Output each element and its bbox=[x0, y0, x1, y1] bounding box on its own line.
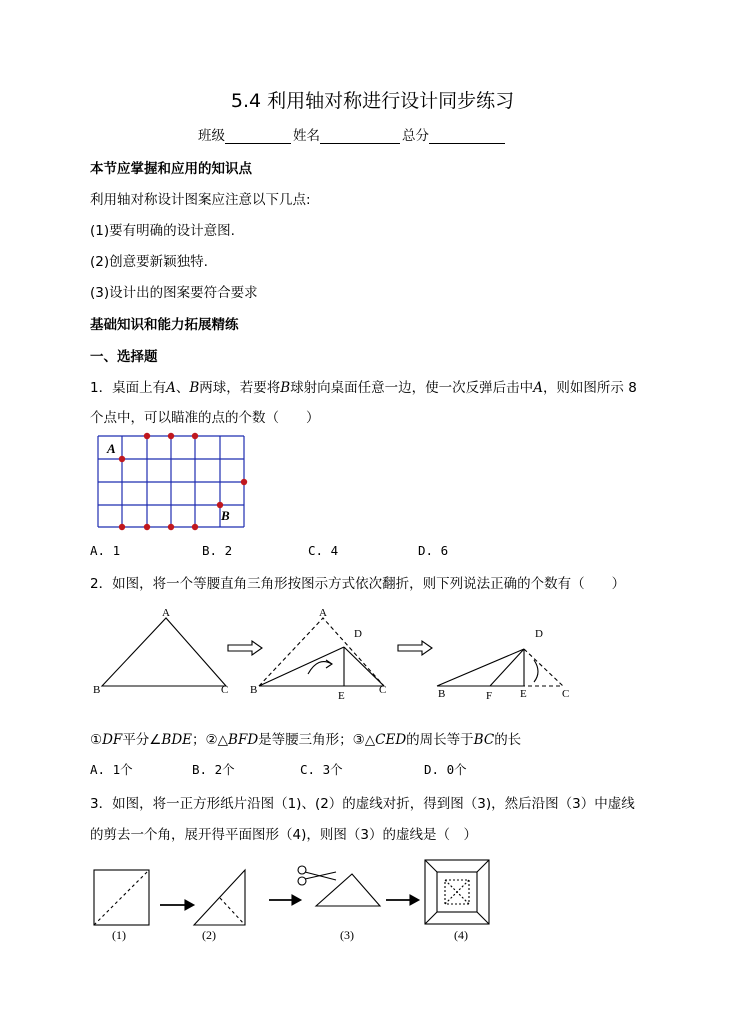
q1-stem-line1: 1．桌面上有A、B两球，若要将B球射向桌面任意一边，使一次反弹后击中A，则如图所示 8 bbox=[90, 380, 637, 396]
q2-option-b[interactable]: B. 2个 bbox=[192, 762, 235, 777]
q1-option-b[interactable]: B. 2 bbox=[202, 543, 233, 558]
fig-label-b2: B bbox=[250, 684, 258, 696]
fig-label-f3: F bbox=[486, 690, 493, 702]
q3-stem-line1: 3．如图，将一正方形纸片沿图（1)、(2）的虚线对折，得到图（3)，然后沿图（3）中虚线 bbox=[90, 796, 635, 812]
section-heading-knowledge: 本节应掌握和应用的知识点 bbox=[90, 161, 252, 177]
q3-stem-line2: 的剪去一个角，展开得平面图形（4)，则图（3）的虚线是（ ） bbox=[90, 827, 477, 843]
q1-stem-line2: 个点中，可以瞄准的点的个数（ ） bbox=[90, 410, 320, 426]
arrow-2 bbox=[269, 895, 301, 905]
fig-label-4: (4) bbox=[454, 928, 468, 942]
score-label: 总分 bbox=[402, 128, 429, 144]
paper-triangle-3 bbox=[316, 874, 380, 906]
q2-option-c[interactable]: C. 3个 bbox=[300, 762, 343, 777]
page-title: 5.4 利用轴对称进行设计同步练习 bbox=[230, 90, 515, 112]
q1-option-d[interactable]: D. 6 bbox=[418, 543, 449, 558]
q1-option-a[interactable]: A. 1 bbox=[90, 543, 121, 558]
section-subheading-choice: 一、选择题 bbox=[90, 349, 158, 365]
arrow-3 bbox=[386, 895, 419, 905]
label-a: A bbox=[107, 441, 116, 456]
section-heading-practice: 基础知识和能力拓展精练 bbox=[90, 317, 239, 333]
fig-label-b1: B bbox=[93, 684, 101, 696]
fig-label-d2: D bbox=[354, 628, 362, 640]
q1-grid-figure bbox=[90, 428, 255, 533]
fig-label-c2: C bbox=[379, 684, 387, 696]
paper-pattern-4 bbox=[425, 860, 489, 924]
q2-folding-figure bbox=[90, 604, 590, 704]
arrow-right-1 bbox=[228, 641, 262, 655]
ball-a-point bbox=[119, 456, 125, 462]
point-2: (2)创意要新颖独特. bbox=[90, 254, 208, 270]
q1-option-c[interactable]: C. 4 bbox=[308, 543, 339, 558]
fig-label-1: (1) bbox=[112, 928, 126, 942]
q2-statements: ①DF平分∠BDE；②△BFD是等腰三角形；③△CED的周长等于BC的长 bbox=[90, 732, 522, 748]
q2-stem: 2．如图，将一个等腰直角三角形按图示方式依次翻折，则下列说法正确的个数有（ ） bbox=[90, 576, 626, 592]
fig-label-c3: C bbox=[562, 688, 570, 700]
triangle-fold-2 bbox=[437, 649, 563, 686]
point-1: (1)要有明确的设计意图. bbox=[90, 223, 235, 239]
name-label: 姓名 bbox=[293, 128, 320, 144]
q2-option-a[interactable]: A. 1个 bbox=[90, 762, 133, 777]
triangle-fold-1 bbox=[259, 618, 384, 686]
name-blank[interactable] bbox=[320, 129, 400, 144]
q2-option-d[interactable]: D. 0个 bbox=[424, 762, 467, 777]
fig-label-e3: E bbox=[520, 688, 527, 700]
label-b: B bbox=[221, 508, 230, 523]
scissors-icon bbox=[298, 866, 336, 885]
fig-label-a1: A bbox=[162, 607, 170, 619]
fig-label-b3: B bbox=[438, 688, 446, 700]
fig-label-c1: C bbox=[221, 684, 229, 696]
paper-triangle-2 bbox=[194, 870, 245, 925]
arrow-1 bbox=[160, 900, 194, 910]
class-label: 班级 bbox=[198, 128, 225, 144]
q3-paper-figure bbox=[90, 850, 510, 950]
score-blank[interactable] bbox=[429, 129, 505, 144]
fig-label-3: (3) bbox=[340, 928, 354, 942]
triangle-original bbox=[102, 618, 226, 686]
fig-label-2: (2) bbox=[202, 928, 216, 942]
fig-label-e2: E bbox=[338, 690, 345, 702]
class-blank[interactable] bbox=[225, 129, 291, 144]
paper-square-1 bbox=[94, 870, 149, 925]
point-3: (3)设计出的图案要符合要求 bbox=[90, 285, 258, 301]
arrow-right-2 bbox=[398, 641, 432, 655]
fig-label-a2: A bbox=[319, 607, 327, 619]
intro-text: 利用轴对称设计图案应注意以下几点: bbox=[90, 192, 311, 208]
header-fields bbox=[198, 124, 507, 144]
fig-label-d3: D bbox=[535, 628, 543, 640]
